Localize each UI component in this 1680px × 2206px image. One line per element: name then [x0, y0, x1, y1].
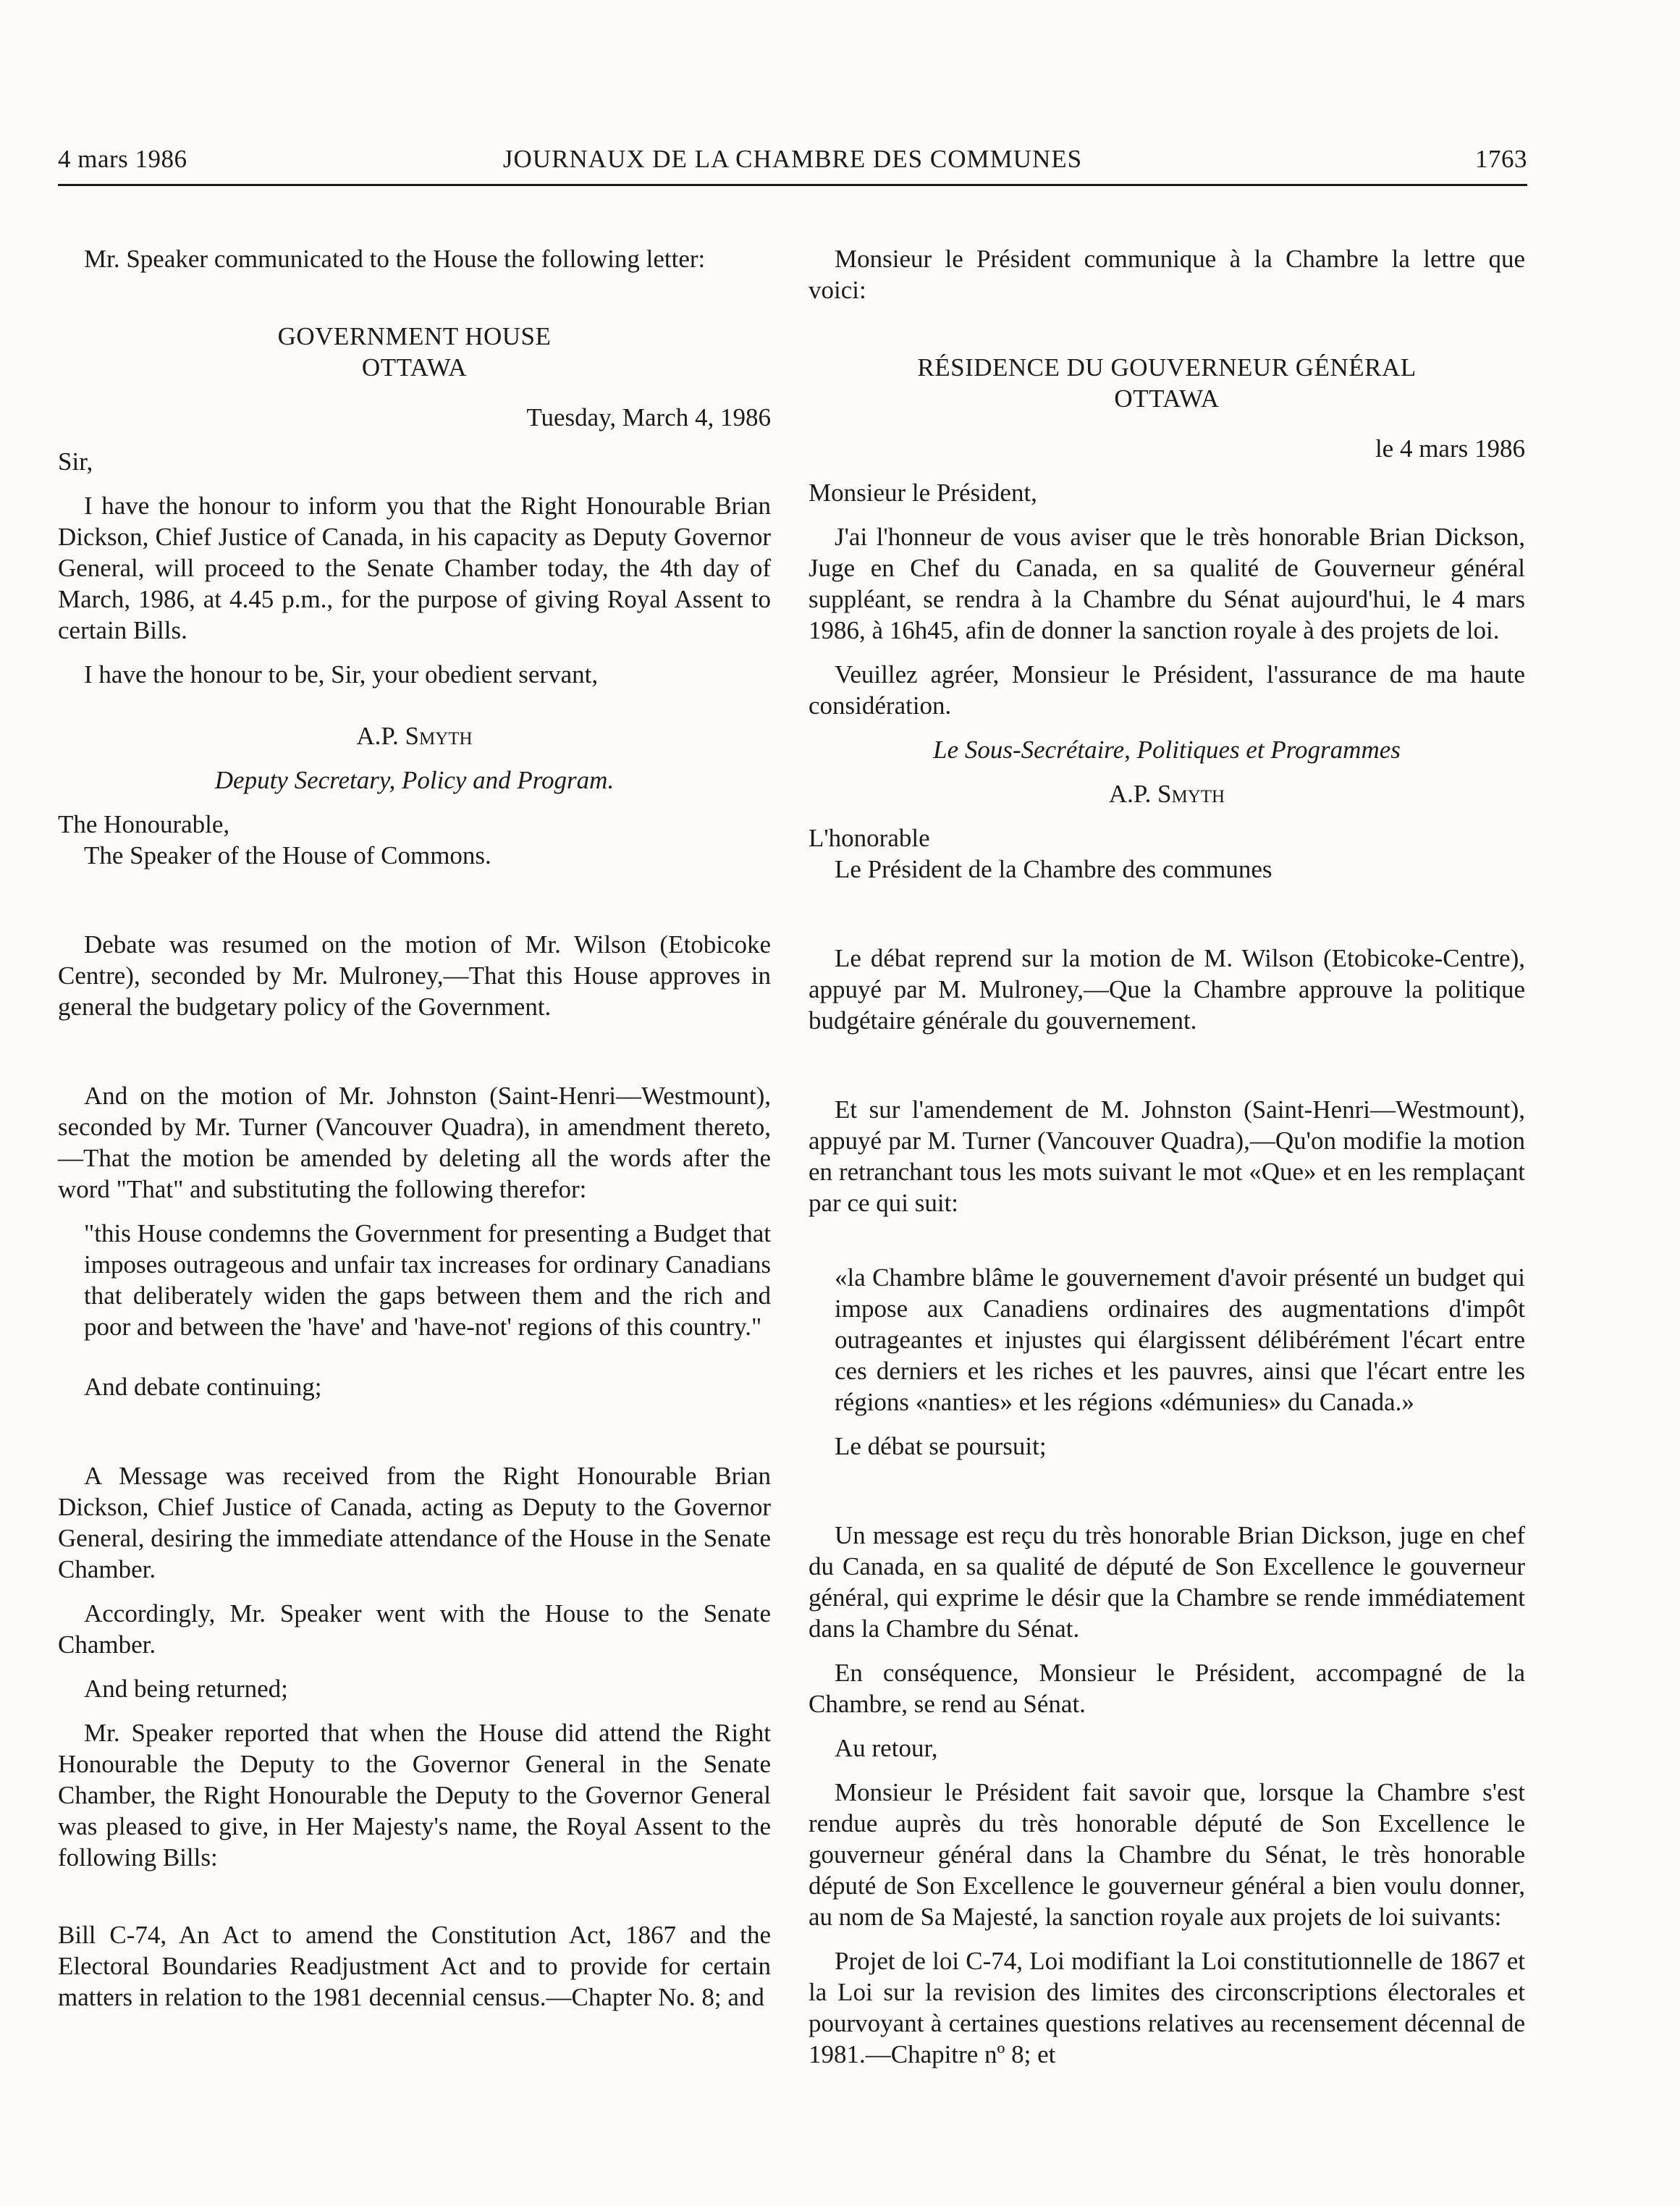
signatory-fr: A.P. Smyth — [1108, 780, 1225, 808]
addressee-line2: The Speaker of the House of Commons. — [84, 841, 491, 870]
letterhead-fr-line2: OTTAWA — [1114, 384, 1220, 413]
letterhead-fr — [809, 352, 1525, 414]
speaker-reported: Mr. Speaker reported that when the House did attend the Right Honourable the Deputy to the Governor General in the Senate Chamber, the Right Honourable the Deputy to the Governor General was pleased to give, in Her Majesty's name, the Royal Assent to the following Bills: — [58, 1719, 771, 1872]
debate-resumed: Debate was resumed on the motion of Mr. Wilson (Etobicoke Centre), seconded by Mr. Mulroney,—That this House approves in general the budgetary policy of the Government. — [58, 930, 771, 1021]
message-received: A Message was received from the Right Honourable Brian Dickson, Chief Justice of Canada, acting as Deputy to the Governor General, desiring the immediate attendance of the House in the Senate Chamber. — [58, 1462, 771, 1583]
debate-continuing-fr: Le débat se poursuit; — [835, 1432, 1047, 1460]
letter-closing: I have the honour to be, Sir, your obedient servant, — [84, 660, 599, 689]
signatory-title-fr: Le Sous-Secrétaire, Politiques et Programmes — [933, 736, 1401, 764]
letterhead-fr-line1: RÉSIDENCE DU GOUVERNEUR GÉNÉRAL — [917, 353, 1417, 382]
header-title: JOURNAUX DE LA CHAMBRE DES COMMUNES — [502, 145, 1083, 173]
letterhead-line2: OTTAWA — [361, 353, 468, 382]
letter-salutation-fr: Monsieur le Président, — [809, 479, 1037, 507]
bill-c74: Bill C-74, An Act to amend the Constitution Act, 1867 and the Electoral Boundaries Readjustment Act and to provide for certain matters in relation to the 1981 decennial census.—Chapter No. 8; and — [58, 1921, 771, 2011]
letter-closing-fr: Veuillez agréer, Monsieur le Président, l'assurance de ma haute considération. — [809, 660, 1525, 720]
being-returned: And being returned; — [84, 1675, 288, 1703]
letter-date-fr: le 4 mars 1986 — [1375, 434, 1525, 463]
signatory-title: Deputy Secretary, Policy and Program. — [214, 766, 615, 794]
french-column — [809, 243, 1525, 2070]
amendment-quote-fr: «la Chambre blâme le gouvernement d'avoir présenté un budget qui impose aux Canadiens ordinaires des augmentations d'impôt outrageantes et injustes qui élargissent délibérément l'écart entre ces derniers et les riches et les pauvres, ainsi que l'écart entre les régions «nanties» et les régions «démunies» du Canada.» — [835, 1263, 1525, 1416]
debate-resumed-fr: Le débat reprend sur la motion de M. Wilson (Etobicoke-Centre), appuyé par M. Mulroney,—Que la Chambre approuve la politique budgétaire générale du gouvernement. — [809, 944, 1525, 1035]
letter-body-fr: J'ai l'honneur de vous aviser que le très honorable Brian Dickson, Juge en Chef du Canada, en sa qualité de Gouverneur général suppléant, se rendra à la Chambre du Sénat aujourd'hui, le 4 mars 1986, à 16h45, afin de donner la sanction royale à des projets de loi. — [809, 523, 1525, 644]
bill-c74-fr: Projet de loi C-74, Loi modifiant la Loi constitutionnelle de 1867 et la Loi sur la revision des limites des circonscriptions électorales et pourvoyant à certaines questions relatives au recensement décennal de 1981.—Chapitre nº 8; et — [809, 1947, 1525, 2068]
being-returned-fr: Au retour, — [835, 1734, 938, 1762]
addressee-line1: The Honourable, — [58, 810, 230, 838]
amendment: And on the motion of Mr. Johnston (Saint-Henri—Westmount), seconded by Mr. Turner (Vancouver Quadra), in amendment thereto,—That the motion be amended by deleting all the words after the word "That" and substituting the following therefor: — [58, 1082, 771, 1203]
amendment-quote: "this House condemns the Government for presenting a Budget that imposes outrageous and unfair tax increases for ordinary Canadians that deliberately widen the gaps between them and the rich and poor and between the 'have' and 'have-not' regions of this country." — [84, 1219, 771, 1341]
page-header — [58, 145, 1527, 186]
message-received-fr: Un message est reçu du très honorable Brian Dickson, juge en chef du Canada, en sa qualité de député de Son Excellence le gouverneur général, qui exprime le désir que la Chambre se rende immédiatement dans la Chambre du Sénat. — [809, 1521, 1525, 1643]
letter-intro-fr: Monsieur le Président communique à la Chambre la lettre que voici: — [809, 245, 1525, 304]
letterhead — [58, 321, 771, 383]
addressee-fr-line2: Le Président de la Chambre des communes — [835, 855, 1272, 883]
accordingly-fr: En conséquence, Monsieur le Président, accompagné de la Chambre, se rend au Sénat. — [809, 1659, 1525, 1718]
accordingly: Accordingly, Mr. Speaker went with the House to the Senate Chamber. — [58, 1599, 771, 1659]
amendment-fr: Et sur l'amendement de M. Johnston (Saint-Henri—Westmount), appuyé par M. Turner (Vancouver Quadra),—Qu'on modifie la motion en retranchant tous les mots suivant le mot «Que» et en les remplaçant par ce qui suit: — [809, 1095, 1525, 1217]
english-column — [58, 243, 771, 2013]
header-date: 4 mars 1986 — [58, 145, 187, 173]
letter-date: Tuesday, March 4, 1986 — [526, 403, 771, 431]
debate-continuing: And debate continuing; — [84, 1373, 322, 1401]
letter-body: I have the honour to inform you that the Right Honourable Brian Dickson, Chief Justice of Canada, in his capacity as Deputy Governor General, will proceed to the Senate Chamber today, the 4th day of March, 1986, at 4.45 p.m., for the purpose of giving Royal Assent to certain Bills. — [58, 492, 771, 644]
letter-intro: Mr. Speaker communicated to the House the following letter: — [84, 245, 706, 273]
letter-salutation: Sir, — [58, 447, 93, 476]
addressee-fr-line1: L'honorable — [809, 824, 930, 852]
page-number: 1763 — [1475, 145, 1527, 173]
letterhead-line1: GOVERNMENT HOUSE — [277, 322, 552, 350]
speaker-reported-fr: Monsieur le Président fait savoir que, lorsque la Chambre s'est rendue auprès du très honorable député de Son Excellence le gouverneur général dans la Chambre du Sénat, le très honorable député de Son Excellence le gouverneur général a bien voulu donner, au nom de Sa Majesté, la sanction royale aux projets de loi suivants: — [809, 1778, 1525, 1931]
signatory: A.P. Smyth — [356, 722, 473, 750]
